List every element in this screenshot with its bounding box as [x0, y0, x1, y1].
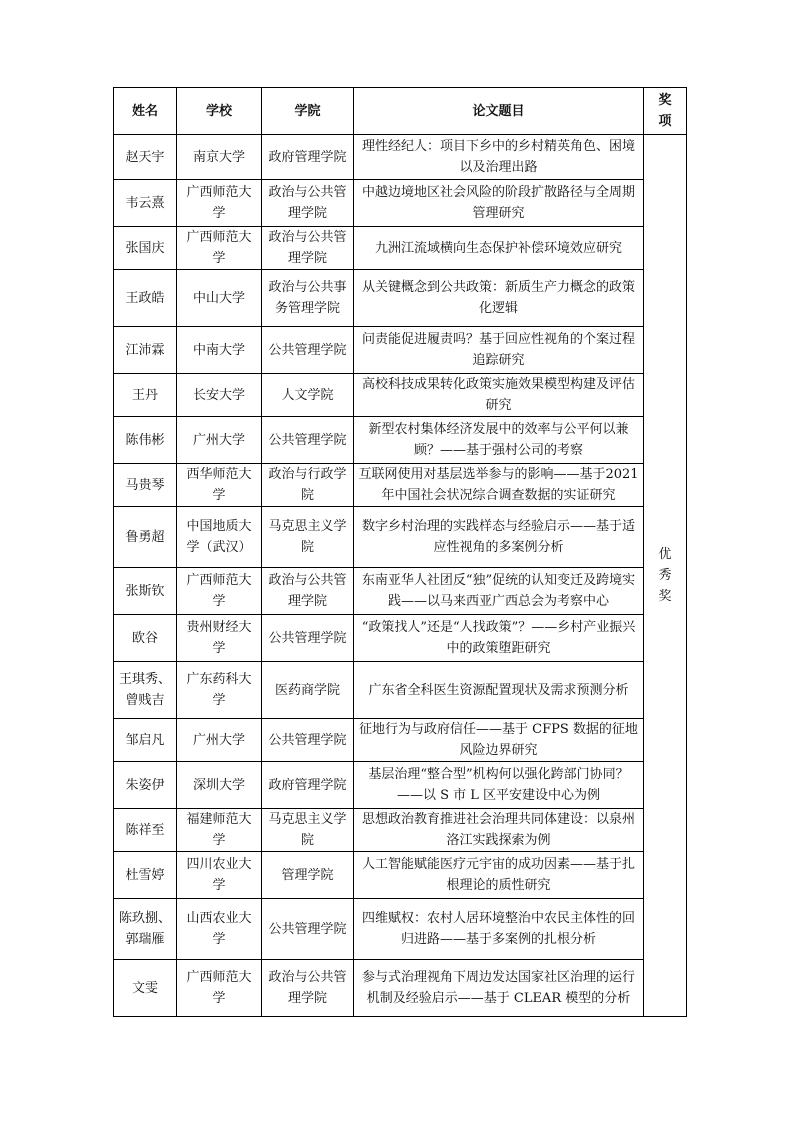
school-cell: 四川农业大学: [177, 852, 262, 899]
title-cell: 高校科技成果转化政策实施效果模型构建及评估研究: [354, 374, 644, 417]
name-cell: 陈伟彬: [114, 417, 177, 464]
name-cell: 韦云熹: [114, 180, 177, 227]
college-cell: 马克思主义学院: [262, 809, 354, 852]
table-row: [114, 719, 687, 762]
name-cell: 张国庆: [114, 227, 177, 270]
table-row: [114, 417, 687, 464]
header-school: 学校: [177, 88, 262, 135]
school-cell: 广西师范大学: [177, 180, 262, 227]
name-cell: 陈玖捌、郭瑞雁: [114, 899, 177, 960]
title-cell: 数字乡村治理的实践样态与经验启示——基于适应性视角的多案例分析: [354, 507, 644, 568]
table-row: [114, 374, 687, 417]
school-cell: 西华师范大学: [177, 464, 262, 507]
college-cell: 人文学院: [262, 374, 354, 417]
school-cell: 广州大学: [177, 417, 262, 464]
college-cell: 医药商学院: [262, 662, 354, 719]
table-row: [114, 568, 687, 615]
title-cell: 新型农村集体经济发展中的效率与公平何以兼顾？——基于强村公司的考察: [354, 417, 644, 464]
college-cell: 政治与公共管理学院: [262, 960, 354, 1017]
award-cell: [644, 135, 687, 1017]
table-row: [114, 180, 687, 227]
title-cell: 理性经纪人：项目下乡中的乡村精英角色、困境以及治理出路: [354, 135, 644, 180]
table-row: [114, 135, 687, 180]
school-cell: 山西农业大学: [177, 899, 262, 960]
awards-table: [113, 87, 687, 1017]
title-cell: 基层治理“整合型”机构何以强化跨部门协同？——以 S 市 L 区平安建设中心为例: [354, 762, 644, 809]
school-cell: 广东药科大学: [177, 662, 262, 719]
name-cell: 陈祥至: [114, 809, 177, 852]
title-cell: 东南亚华人社团反“独”促统的认知变迁及跨境实践——以马来西亚广西总会为考察中心: [354, 568, 644, 615]
title-cell: 从关键概念到公共政策：新质生产力概念的政策化逻辑: [354, 270, 644, 327]
table-row: [114, 960, 687, 1017]
college-cell: 政府管理学院: [262, 762, 354, 809]
header-college: 学院: [262, 88, 354, 135]
college-cell: 政府管理学院: [262, 135, 354, 180]
table-row: [114, 327, 687, 374]
name-cell: 王丹: [114, 374, 177, 417]
header-award-text: 奖项: [658, 93, 672, 129]
header-award: [644, 88, 687, 135]
college-cell: 政治与公共管理学院: [262, 180, 354, 227]
title-cell: 四维赋权：农村人居环境整治中农民主体性的回归进路——基于多案例的扎根分析: [354, 899, 644, 960]
name-cell: 杜雪婷: [114, 852, 177, 899]
college-cell: 管理学院: [262, 852, 354, 899]
title-cell: 互联网使用对基层选举参与的影响——基于2021年中国社会状况综合调查数据的实证研究: [354, 464, 644, 507]
name-cell: 王琪秀、曾贱吉: [114, 662, 177, 719]
college-cell: 公共管理学院: [262, 327, 354, 374]
table-row: [114, 507, 687, 568]
school-cell: 广西师范大学: [177, 568, 262, 615]
school-cell: 福建师范大学: [177, 809, 262, 852]
college-cell: 政治与公共管理学院: [262, 568, 354, 615]
table-row: [114, 809, 687, 852]
school-cell: 广西师范大学: [177, 227, 262, 270]
college-cell: 政治与行政学院: [262, 464, 354, 507]
table-row: [114, 662, 687, 719]
table-row: [114, 464, 687, 507]
header-title: 论文题目: [354, 88, 644, 135]
name-cell: 文雯: [114, 960, 177, 1017]
school-cell: 深圳大学: [177, 762, 262, 809]
table-row: [114, 852, 687, 899]
award-text: 优秀奖: [658, 547, 672, 604]
school-cell: 贵州财经大学: [177, 615, 262, 662]
college-cell: 政治与公共事务管理学院: [262, 270, 354, 327]
name-cell: 鲁勇超: [114, 507, 177, 568]
title-cell: 问责能促进履责吗？基于回应性视角的个案过程追踪研究: [354, 327, 644, 374]
name-cell: 赵天宇: [114, 135, 177, 180]
college-cell: 马克思主义学院: [262, 507, 354, 568]
school-cell: 南京大学: [177, 135, 262, 180]
table-row: [114, 270, 687, 327]
school-cell: 广西师范大学: [177, 960, 262, 1017]
table-row: [114, 762, 687, 809]
college-cell: 公共管理学院: [262, 417, 354, 464]
title-cell: 中越边境地区社会风险的阶段扩散路径与全周期管理研究: [354, 180, 644, 227]
college-cell: 公共管理学院: [262, 899, 354, 960]
title-cell: 广东省全科医生资源配置现状及需求预测分析: [354, 662, 644, 719]
school-cell: 中国地质大学（武汉）: [177, 507, 262, 568]
title-cell: 思想政治教育推进社会治理共同体建设：以泉州洛江实践探索为例: [354, 809, 644, 852]
name-cell: 王政皓: [114, 270, 177, 327]
name-cell: 欧谷: [114, 615, 177, 662]
title-cell: “政策找人”还是“人找政策”？——乡村产业振兴中的政策堕距研究: [354, 615, 644, 662]
college-cell: 公共管理学院: [262, 719, 354, 762]
college-cell: 政治与公共管理学院: [262, 227, 354, 270]
school-cell: 中山大学: [177, 270, 262, 327]
title-cell: 征地行为与政府信任——基于 CFPS 数据的征地风险边界研究: [354, 719, 644, 762]
table-row: [114, 899, 687, 960]
school-cell: 长安大学: [177, 374, 262, 417]
name-cell: 江沛霖: [114, 327, 177, 374]
name-cell: 朱姿伊: [114, 762, 177, 809]
name-cell: 马贵琴: [114, 464, 177, 507]
name-cell: 邹启凡: [114, 719, 177, 762]
name-cell: 张斯钦: [114, 568, 177, 615]
college-cell: 公共管理学院: [262, 615, 354, 662]
header-row: [114, 88, 687, 135]
title-cell: 九洲江流域横向生态保护补偿环境效应研究: [354, 227, 644, 270]
title-cell: 参与式治理视角下周边发达国家社区治理的运行机制及经验启示——基于 CLEAR 模型的分析: [354, 960, 644, 1017]
header-name: 姓名: [114, 88, 177, 135]
school-cell: 广州大学: [177, 719, 262, 762]
title-cell: 人工智能赋能医疗元宇宙的成功因素——基于扎根理论的质性研究: [354, 852, 644, 899]
table-body: [114, 135, 687, 1017]
table-row: [114, 227, 687, 270]
school-cell: 中南大学: [177, 327, 262, 374]
table-row: [114, 615, 687, 662]
